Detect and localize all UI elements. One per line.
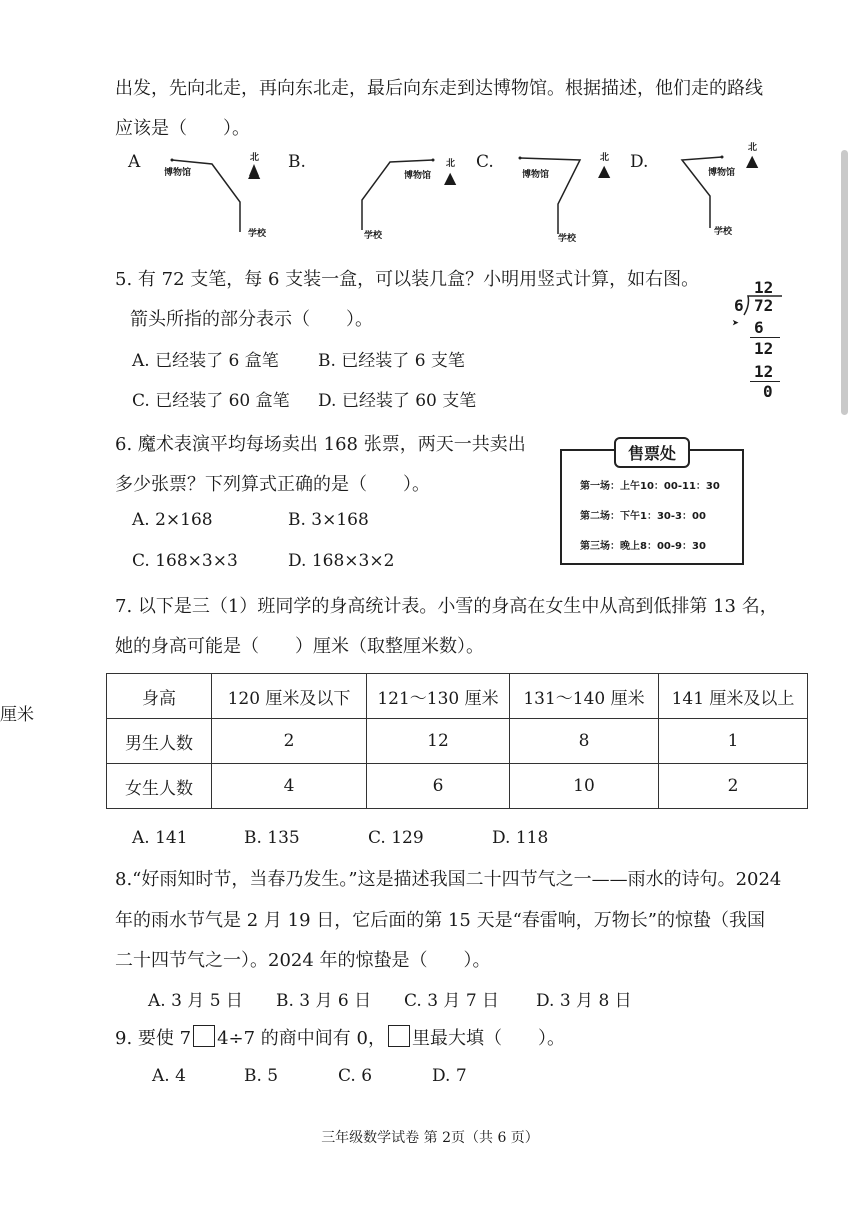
north-label: 北: [250, 153, 260, 163]
page-footer: 三年级数学试卷 第 2页（共 6 页）: [321, 1130, 539, 1146]
q9-option-b: B. 5: [244, 1066, 279, 1086]
q5-option-a: A. 已经装了 6 盒笔: [132, 351, 279, 371]
q9-suffix: 里最大填（ ）。: [411, 1028, 565, 1049]
route-d-letter: D.: [630, 152, 649, 172]
table-cell: 12: [367, 719, 510, 764]
q6-line2: 多少张票？下列算式正确的是（ ）。: [115, 474, 430, 495]
table-cell: 6: [367, 764, 510, 809]
division-dividend: 72: [754, 296, 774, 315]
q4-line1: 出发，先向北走，再向东北走，最后向东走到达博物馆。根据描述，他们走的路线: [115, 78, 763, 99]
table-cell: 女生人数: [107, 764, 212, 809]
table-header-cell: 身高: [107, 674, 212, 719]
q6-option-b: B. 3×168: [288, 510, 369, 530]
table-cell: 男生人数: [107, 719, 212, 764]
table-header-row: [107, 674, 808, 719]
q5-option-b: B. 已经装了 6 支笔: [318, 351, 465, 371]
height-table: [106, 673, 808, 809]
q9-option-a: A. 4: [152, 1066, 186, 1086]
division-step2: 12: [754, 339, 774, 358]
school-label: 学校: [714, 227, 733, 237]
ticket-office-title: 售票处: [614, 437, 690, 468]
division-divisor: 6: [734, 296, 744, 315]
division-step3: 12: [754, 362, 774, 381]
blank-box: [388, 1025, 410, 1047]
table-header-cell: 121～130 厘米: [367, 674, 510, 719]
route-a-diagram: [158, 150, 308, 240]
table-cell: 10: [510, 764, 659, 809]
q8-option-a: A. 3 月 5 日: [148, 991, 243, 1011]
north-arrow-icon: ▲: [248, 162, 261, 181]
table-cell: 2: [659, 764, 808, 809]
division-step1: 6: [754, 318, 764, 337]
north-arrow-icon: ▲: [444, 168, 457, 187]
route-a-letter: A: [128, 152, 141, 172]
school-label: 学校: [364, 231, 383, 241]
q8-line1: 8.“好雨知时节，当春乃发生。”这是描述我国二十四节气之一——雨水的诗句。2024: [115, 869, 782, 890]
q9-middle: 4÷7 的商中间有 0，: [217, 1028, 386, 1049]
q9-option-c: C. 6: [338, 1066, 373, 1086]
school-label: 学校: [248, 229, 267, 239]
division-rule: [750, 337, 780, 338]
museum-label: 博物馆: [404, 171, 432, 181]
q7-option-b: B. 135: [244, 828, 300, 848]
museum-label: 博物馆: [708, 168, 736, 178]
q7-option-c: C. 129: [368, 828, 424, 848]
q5-option-c: C. 已经装了 60 盒笔: [132, 391, 290, 411]
table-header-cell: 141 厘米及以上: [659, 674, 808, 719]
route-options: [128, 143, 788, 244]
north-arrow-icon: ▲: [598, 161, 611, 180]
north-label: 北: [748, 143, 758, 153]
q5-line1: 5. 有 72 支笔，每 6 支装一盒，可以装几盒？小明用竖式计算，如右图。: [115, 269, 700, 290]
q7-line2: 她的身高可能是（ ）厘米（取整厘米数）。: [115, 636, 484, 657]
museum-label: 博物馆: [522, 170, 550, 180]
table-cell: 4: [212, 764, 367, 809]
route-b-diagram: [328, 150, 448, 240]
q7-option-d: D. 118: [492, 828, 549, 848]
long-division: [732, 278, 782, 401]
table-cell: 8: [510, 719, 659, 764]
ticket-office-box: [560, 444, 744, 565]
q6-option-d: D. 168×3×2: [288, 551, 395, 571]
q8-option-c: C. 3 月 7 日: [404, 991, 500, 1011]
table-cell: 2: [212, 719, 367, 764]
q8-option-d: D. 3 月 8 日: [536, 991, 632, 1011]
table-header-cell: 131～140 厘米: [510, 674, 659, 719]
route-c-letter: C.: [476, 152, 494, 172]
ticket-session-3: 第三场：晚上8：00-9：30: [580, 541, 706, 552]
q8-option-b: B. 3 月 6 日: [276, 991, 372, 1011]
division-remainder: 0: [763, 382, 773, 401]
q9-prefix: 9. 要使 7: [115, 1028, 192, 1049]
q5-option-d: D. 已经装了 60 支笔: [318, 391, 477, 411]
museum-label: 博物馆: [164, 168, 192, 178]
q7-line1: 7. 以下是三（1）班同学的身高统计表。小雪的身高在女生中从高到低排第 13 名，: [115, 596, 778, 617]
ticket-session-1: 第一场：上午10：00-11：30: [580, 481, 720, 492]
scrollbar[interactable]: [841, 150, 848, 415]
ticket-session-2: 第二场：下午1：30-3：00: [580, 511, 706, 522]
q8-line2: 年的雨水节气是 2 月 19 日，它后面的第 15 天是“春雷响，万物长”的惊蛰（我国: [115, 910, 765, 931]
q7-option-a: A. 141: [132, 828, 188, 848]
margin-fragment: 厘米: [0, 705, 34, 725]
north-label: 北: [600, 153, 610, 163]
q9-line: [115, 1024, 565, 1050]
q6-option-a: A. 2×168: [132, 510, 213, 530]
table-header-cell: 120 厘米及以下: [212, 674, 367, 719]
division-quotient: 12: [754, 278, 774, 297]
pointer-arrow-icon: ➤: [732, 316, 740, 330]
north-arrow-icon: ▲: [746, 151, 759, 170]
q5-line2: 箭头所指的部分表示（ ）。: [130, 309, 373, 330]
q8-line3: 二十四节气之一）。2024 年的惊蛰是（ ）。: [115, 950, 491, 971]
route-b-letter: B.: [288, 152, 306, 172]
table-cell: 1: [659, 719, 808, 764]
table-row: [107, 719, 808, 764]
table-row: [107, 764, 808, 809]
q4-line2: 应该是（ ）。: [115, 118, 250, 139]
q9-option-d: D. 7: [432, 1066, 467, 1086]
north-label: 北: [446, 159, 456, 169]
q6-option-c: C. 168×3×3: [132, 551, 238, 571]
school-label: 学校: [558, 234, 577, 244]
q6-line1: 6. 魔术表演平均每场卖出 168 张票，两天一共卖出: [115, 434, 526, 455]
blank-box: [193, 1025, 215, 1047]
